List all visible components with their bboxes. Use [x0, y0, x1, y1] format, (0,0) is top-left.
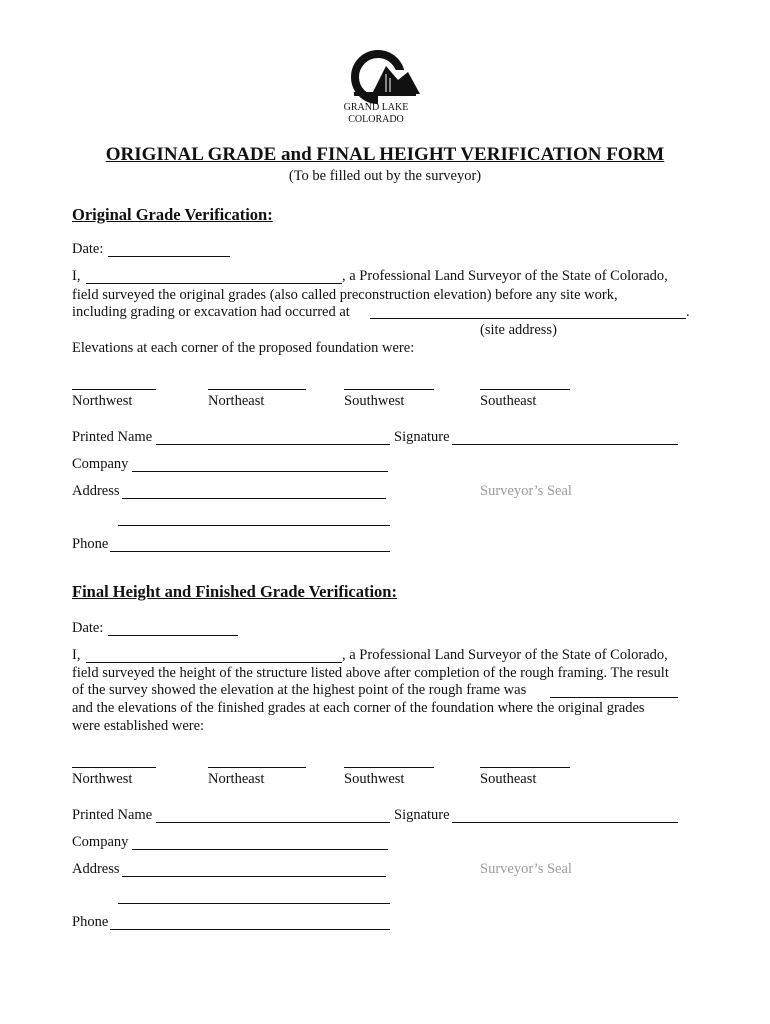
s2-address-label: Address	[72, 861, 120, 877]
s2-corner-northwest: Northwest	[72, 771, 133, 787]
s1-phone-field[interactable]	[110, 551, 390, 552]
s1-elevations-text: Elevations at each corner of the proposed foundation were:	[72, 340, 415, 356]
s2-company-field[interactable]	[132, 849, 388, 850]
s1-surveyor-seal-label: Surveyor’s Seal	[480, 483, 572, 499]
s2-northwest-field[interactable]	[72, 767, 156, 768]
s1-company-label: Company	[72, 456, 129, 472]
section1-heading: Original Grade Verification:	[72, 205, 273, 224]
s2-line5-text: were established were:	[72, 718, 205, 734]
s2-corner-southeast: Southeast	[480, 771, 537, 787]
logo-line2: COLORADO	[348, 114, 404, 125]
s1-northeast-field[interactable]	[208, 389, 306, 390]
s2-phone-label: Phone	[72, 914, 109, 930]
s2-northeast-field[interactable]	[208, 767, 306, 768]
s1-signature-field[interactable]	[452, 444, 678, 445]
s2-line1-text: , a Professional Land Surveyor of the State of Colorado,	[342, 647, 668, 663]
s1-date-label: Date:	[72, 241, 104, 257]
s1-printed-name-label: Printed Name	[72, 429, 153, 445]
s1-i-label: I,	[72, 268, 81, 284]
s2-signature-label: Signature	[394, 807, 450, 823]
s2-phone-field[interactable]	[110, 929, 390, 930]
s2-highest-elevation-field[interactable]	[550, 697, 678, 698]
s2-corner-northeast: Northeast	[208, 771, 265, 787]
s1-address-label: Address	[72, 483, 120, 499]
s2-corner-southwest: Southwest	[344, 771, 405, 787]
s1-surveyor-name-field[interactable]	[86, 283, 342, 284]
s2-surveyor-name-field[interactable]	[86, 662, 342, 663]
s1-corner-southeast: Southeast	[480, 393, 537, 409]
s2-company-label: Company	[72, 834, 129, 850]
s2-surveyor-seal-label: Surveyor’s Seal	[480, 861, 572, 877]
s1-address-field[interactable]	[122, 498, 386, 499]
s2-southeast-field[interactable]	[480, 767, 570, 768]
s1-signature-label: Signature	[394, 429, 450, 445]
s1-line2-text: field surveyed the original grades (also called preconstruction elevation) before any site work,	[72, 287, 618, 303]
s1-southwest-field[interactable]	[344, 389, 434, 390]
s2-date-field[interactable]	[108, 635, 238, 636]
s1-corner-northeast: Northeast	[208, 393, 265, 409]
s2-signature-field[interactable]	[452, 822, 678, 823]
s1-line3-text: including grading or excavation had occurred at	[72, 304, 350, 320]
s1-company-field[interactable]	[132, 471, 388, 472]
s1-corner-southwest: Southwest	[344, 393, 405, 409]
s1-line1-text: , a Professional Land Surveyor of the State of Colorado,	[342, 268, 668, 284]
s2-southwest-field[interactable]	[344, 767, 434, 768]
s2-date-label: Date:	[72, 620, 104, 636]
s1-site-address-label: (site address)	[480, 322, 557, 338]
s2-line2-text: field surveyed the height of the structure listed above after completion of the rough framing. The result	[72, 665, 669, 681]
s2-address-field[interactable]	[122, 876, 386, 877]
s2-i-label: I,	[72, 647, 81, 663]
s2-line3-text: of the survey showed the elevation at the highest point of the rough frame was	[72, 682, 527, 698]
logo-line1: GRAND LAKE	[343, 102, 409, 113]
form-subtitle: (To be filled out by the surveyor)	[288, 168, 482, 184]
s2-line4-text: and the elevations of the finished grades at each corner of the foundation where the original grades	[72, 700, 645, 716]
s1-line3-end: .	[686, 304, 690, 320]
grand-lake-logo-icon	[350, 50, 424, 104]
s2-address-line2-field[interactable]	[118, 903, 390, 904]
s1-phone-label: Phone	[72, 536, 109, 552]
s1-site-address-field[interactable]	[370, 318, 686, 319]
s2-printed-name-label: Printed Name	[72, 807, 153, 823]
form-title: ORIGINAL GRADE and FINAL HEIGHT VERIFICATION FORM	[105, 144, 665, 165]
s1-printed-name-field[interactable]	[156, 444, 390, 445]
s1-southeast-field[interactable]	[480, 389, 570, 390]
s1-northwest-field[interactable]	[72, 389, 156, 390]
s1-corner-northwest: Northwest	[72, 393, 133, 409]
s1-date-field[interactable]	[108, 256, 230, 257]
s1-address-line2-field[interactable]	[118, 525, 390, 526]
section2-heading: Final Height and Finished Grade Verification:	[72, 582, 397, 601]
s2-printed-name-field[interactable]	[156, 822, 390, 823]
